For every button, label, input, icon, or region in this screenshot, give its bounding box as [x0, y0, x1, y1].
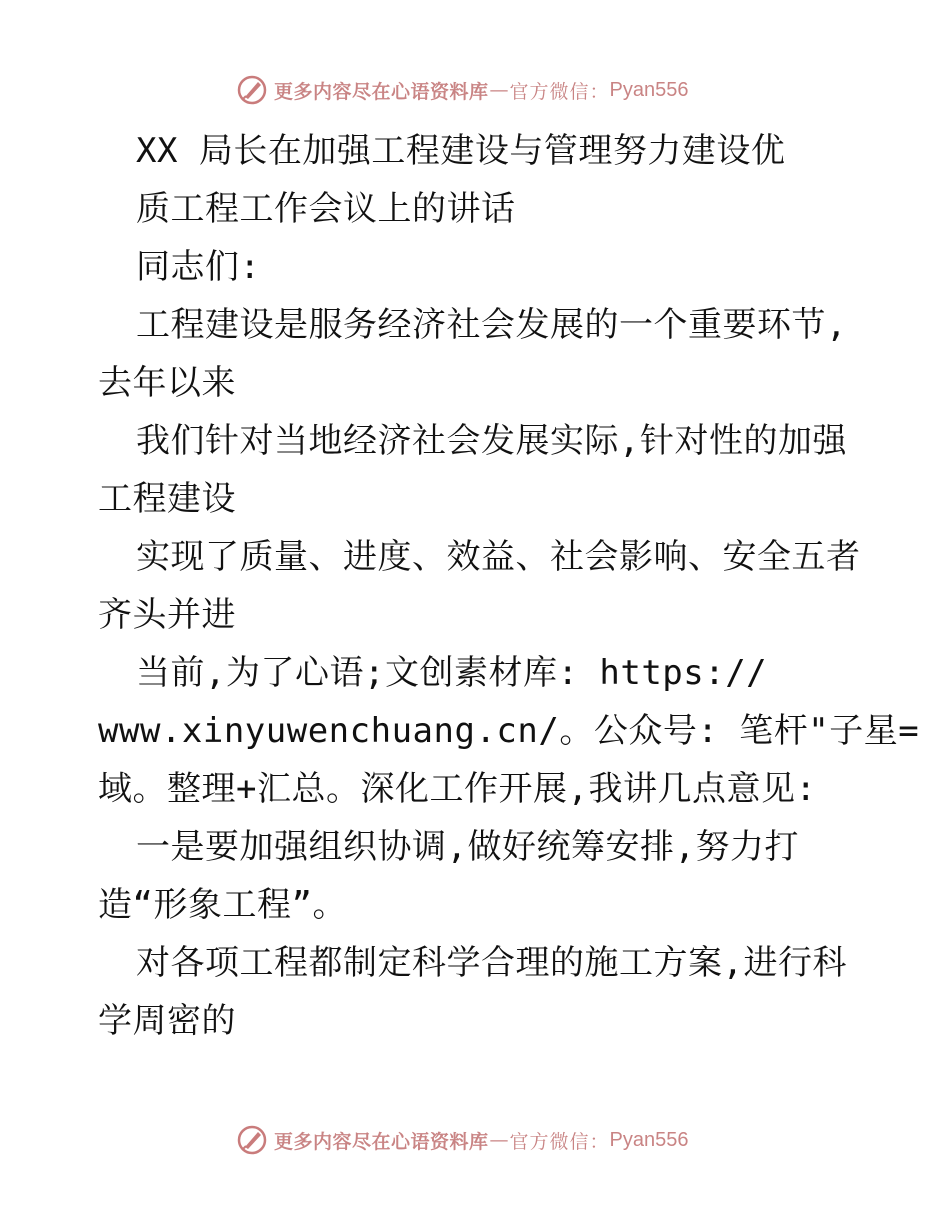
quill-logo-icon	[236, 1124, 268, 1156]
paragraph-5-line-1: 一是要加强组织协调,做好统筹安排,努力打	[136, 827, 799, 867]
watermark-main-text: 更多内容尽在心语资料库	[274, 1130, 489, 1153]
paragraph-2-line-2: 工程建设	[98, 479, 236, 519]
quill-logo-icon	[236, 74, 268, 106]
header-watermark	[236, 72, 689, 108]
title-line-1: XX 局长在加强工程建设与管理努力建设优	[136, 131, 786, 171]
salutation: 同志们:	[136, 247, 261, 287]
paragraph-5-line-2: 造“形象工程”。	[98, 885, 347, 925]
paragraph-2-line-1: 我们针对当地经济社会发展实际,针对性的加强	[136, 421, 847, 461]
paragraph-4-line-1: 当前,为了心语;文创素材库: https://	[136, 653, 768, 693]
title-line-2: 质工程工作会议上的讲话	[136, 189, 516, 229]
document-body	[98, 122, 920, 1050]
paragraph-1-line-2: 去年以来	[98, 363, 236, 403]
watermark-sub-text: 官方微信：	[509, 1130, 610, 1153]
watermark-main-text: 更多内容尽在心语资料库	[274, 80, 489, 103]
watermark-id: Pyan556	[609, 1128, 689, 1151]
paragraph-3-line-1: 实现了质量、进度、效益、社会影响、安全五者	[136, 537, 861, 577]
watermark-dash: —	[489, 1129, 509, 1151]
watermark-id: Pyan556	[609, 78, 689, 101]
paragraph-3-line-2: 齐头并进	[98, 595, 236, 635]
paragraph-6-line-1: 对各项工程都制定科学合理的施工方案,进行科	[136, 943, 847, 983]
paragraph-4-line-2: www.xinyuwenchuang.cn/。公众号: 笔杆"子星=	[98, 711, 920, 751]
footer-watermark	[236, 1122, 689, 1158]
watermark-dash: —	[489, 79, 509, 101]
paragraph-1-line-1: 工程建设是服务经济社会发展的一个重要环节,	[136, 305, 847, 345]
paragraph-6-line-2: 学周密的	[98, 1001, 236, 1041]
paragraph-4-line-3: 域。整理+汇总。深化工作开展,我讲几点意见:	[98, 769, 817, 809]
watermark-sub-text: 官方微信：	[509, 80, 610, 103]
